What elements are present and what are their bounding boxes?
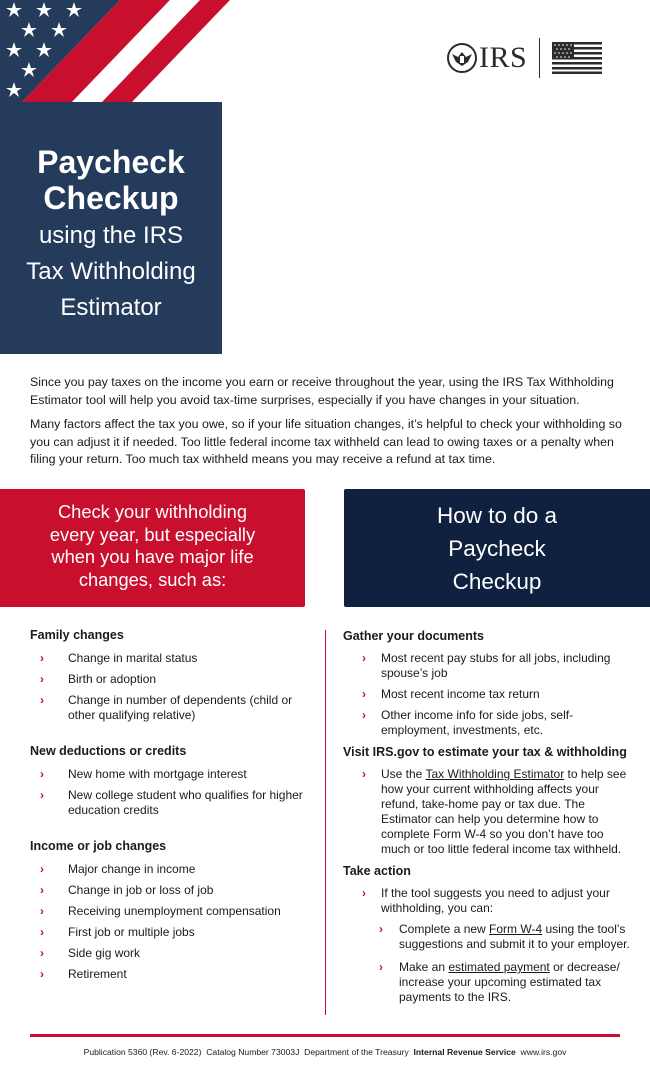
chevron-right-icon: › bbox=[362, 886, 366, 900]
panel-line: Checkup bbox=[452, 569, 542, 594]
list-item: › Use the Tax Withholding Estimator to help see how your current withholding affects your refund, take-home pay or tax due. The Estimator can help you determine how to complete Form W-4 so you don’t have too much or too little federal income tax withheld. bbox=[362, 767, 627, 856]
section-take-action bbox=[343, 863, 633, 1005]
panel-line: every year, but especially bbox=[49, 523, 256, 545]
irs-logo bbox=[446, 38, 602, 78]
chevron-right-icon: › bbox=[362, 708, 366, 722]
footer-rule bbox=[30, 1034, 620, 1037]
section-title: Visit IRS.gov to estimate your tax & withholding bbox=[343, 745, 627, 759]
chevron-right-icon: › bbox=[40, 967, 44, 981]
list-item: › Major change in income bbox=[40, 862, 196, 876]
chevron-right-icon: › bbox=[40, 925, 44, 939]
hero-title-line1: Paycheck bbox=[37, 144, 185, 180]
list-item: › Other income info for side jobs, self-employment, investments, etc. bbox=[362, 708, 574, 737]
section-title: Gather your documents bbox=[343, 629, 484, 643]
form-w4-link[interactable]: Form W-4 bbox=[489, 922, 543, 936]
life-changes-column bbox=[30, 627, 310, 988]
logo-divider bbox=[539, 38, 540, 78]
list-item: › Change in job or loss of job bbox=[40, 883, 214, 897]
chevron-right-icon: › bbox=[362, 651, 366, 665]
list-item: › Change in number of dependents (child or other qualifying relative) bbox=[40, 693, 293, 722]
section-title: Income or job changes bbox=[30, 839, 167, 853]
flag-corner-graphic bbox=[0, 0, 230, 102]
list-item: › Retirement bbox=[40, 967, 127, 981]
column-divider bbox=[325, 630, 326, 1015]
footer-catalog: Catalog Number 73003J bbox=[206, 1047, 300, 1057]
hero-subtitle-line1: using the IRS bbox=[38, 222, 184, 249]
footer-website: www.irs.gov bbox=[520, 1047, 567, 1057]
estimated-payment-link[interactable]: estimated payment bbox=[448, 960, 550, 974]
footer-department: Department of the Treasury bbox=[304, 1047, 409, 1057]
list-item: › Most recent pay stubs for all jobs, including spouse’s job bbox=[362, 651, 611, 680]
chevron-right-icon: › bbox=[379, 922, 383, 936]
list-item: › First job or multiple jobs bbox=[40, 925, 195, 939]
list-item: › New home with mortgage interest bbox=[40, 767, 247, 781]
list-item: › If the tool suggests you need to adjust your withholding, you can: bbox=[362, 886, 610, 915]
section-income-job-changes bbox=[30, 838, 310, 982]
hero-subtitle-line2: Tax Withholding bbox=[26, 258, 196, 285]
footer-agency: Internal Revenue Service bbox=[413, 1047, 516, 1057]
panel-line: when you have major life bbox=[51, 546, 254, 567]
irs-logo-text: IRS bbox=[479, 41, 528, 74]
us-flag-icon bbox=[552, 42, 602, 74]
list-item: › New college student who qualifies for higher education credits bbox=[40, 788, 303, 817]
footer-publication: Publication 5360 (Rev. 6-2022) bbox=[83, 1047, 202, 1057]
chevron-right-icon: › bbox=[40, 767, 44, 781]
section-title: New deductions or credits bbox=[30, 744, 187, 758]
chevron-right-icon: › bbox=[362, 767, 366, 781]
sub-list-item: › Complete a new Form W-4 using the tool’s suggestions and submit it to your employer. bbox=[379, 922, 630, 951]
list-item: › Change in marital status bbox=[40, 651, 198, 665]
chevron-right-icon: › bbox=[40, 862, 44, 876]
panel-line: Check your withholding bbox=[57, 501, 247, 522]
hero-subtitle-line3: Estimator bbox=[60, 294, 162, 321]
chevron-right-icon: › bbox=[40, 672, 44, 686]
panel-line: Paycheck bbox=[448, 536, 546, 561]
chevron-right-icon: › bbox=[40, 788, 44, 802]
list-item: › Most recent income tax return bbox=[362, 687, 540, 701]
list-item: › Receiving unemployment compensation bbox=[40, 904, 281, 918]
intro-paragraph-1: Since you pay taxes on the income you earn or receive throughout the year, using the IRS Tax Withholding Estimator tool will help you avoid tax-time surprises, especially if you have changes in your situation. bbox=[30, 375, 614, 407]
tax-withholding-estimator-link[interactable]: Tax Withholding Estimator bbox=[425, 767, 565, 781]
chevron-right-icon: › bbox=[362, 687, 366, 701]
section-gather-documents bbox=[343, 628, 633, 738]
chevron-right-icon: › bbox=[379, 960, 383, 974]
irs-eagle-icon bbox=[446, 42, 478, 74]
hero-title-block bbox=[0, 102, 222, 354]
chevron-right-icon: › bbox=[40, 904, 44, 918]
how-to-column bbox=[343, 628, 633, 1013]
section-new-deductions bbox=[30, 743, 310, 818]
intro-paragraph-2: Many factors affect the tax you owe, so if your life situation changes, it’s helpful to check your withholding so you can adjust it if needed. Too little federal income tax withheld can lead to owing taxes or a penalty when filing your return. Too much tax withheld means you may receive a refund at tax time. bbox=[30, 417, 622, 466]
section-visit-irs bbox=[343, 744, 633, 857]
chevron-right-icon: › bbox=[40, 651, 44, 665]
chevron-right-icon: › bbox=[40, 883, 44, 897]
chevron-right-icon: › bbox=[40, 946, 44, 960]
chevron-right-icon: › bbox=[40, 693, 44, 707]
section-title: Take action bbox=[343, 864, 411, 878]
how-to-panel bbox=[344, 489, 650, 607]
panel-line: changes, such as: bbox=[78, 568, 227, 590]
panel-line: How to do a bbox=[436, 503, 558, 528]
section-title: Family changes bbox=[30, 628, 124, 642]
section-family-changes bbox=[30, 627, 310, 723]
sub-list-item: › Make an estimated payment or decrease/ increase your upcoming estimated tax payments to the IRS. bbox=[379, 960, 620, 1004]
list-item: › Side gig work bbox=[40, 946, 141, 960]
check-withholding-panel bbox=[0, 489, 305, 607]
footer bbox=[0, 1047, 650, 1057]
list-item: › Birth or adoption bbox=[40, 672, 157, 686]
hero-title-line2: Checkup bbox=[43, 180, 179, 216]
